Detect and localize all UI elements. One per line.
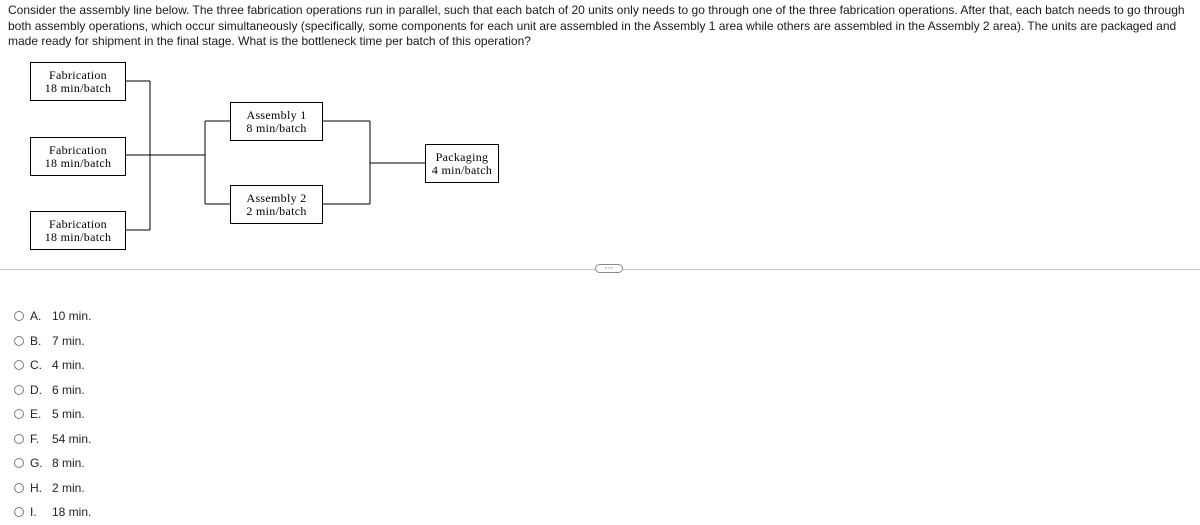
assembly-2-box [230,185,323,224]
option-c[interactable] [14,353,91,378]
assembly-1-name: Assembly 1 [246,107,307,122]
question-text: Consider the assembly line below. The three fabrication operations run in parallel, such that each batch of 20 units only needs to go through one of the three fabrication operations. After that, each batch needs to go through both assembly operations, which occur simultaneously (specifically, some components for each unit are assembled in the Assembly 1 area while others are assembled in the Assembly 2 area). The units are packaged and made ready for shipment in the final stage. What is the bottleneck time per batch of this operation? [8,3,1185,48]
option-letter: G. [30,456,43,471]
assembly-1-box [230,102,323,141]
fabrication-box-2 [30,137,126,176]
expand-more-button[interactable]: ··· [595,264,623,273]
radio-icon[interactable] [14,458,24,468]
option-letter: D. [30,382,42,397]
fabrication-1-name: Fabrication [49,67,107,82]
fabrication-2-time: 18 min/batch [44,155,112,170]
option-text: 8 min. [52,456,85,471]
option-g[interactable] [14,451,91,476]
option-letter: H. [30,480,42,495]
option-text: 54 min. [52,431,92,446]
fabrication-3-time: 18 min/batch [44,229,112,244]
option-i[interactable] [14,500,91,525]
option-d[interactable] [14,378,91,403]
assembly-2-time: 2 min/batch [246,203,307,218]
radio-icon[interactable] [14,507,24,517]
assembly-1-time: 8 min/batch [246,120,307,135]
radio-icon[interactable] [14,409,24,419]
fabrication-3-name: Fabrication [49,216,107,231]
option-text: 2 min. [52,480,85,495]
fabrication-box-1 [30,62,126,101]
option-text: 18 min. [52,505,92,520]
option-b[interactable] [14,329,91,354]
option-text: 7 min. [52,333,85,348]
option-e[interactable] [14,402,91,427]
packaging-box [425,144,499,183]
packaging-name: Packaging [435,149,489,164]
radio-icon[interactable] [14,360,24,370]
radio-icon[interactable] [14,483,24,493]
option-a[interactable] [14,304,91,329]
radio-icon[interactable] [14,385,24,395]
option-letter: I. [30,505,37,520]
option-letter: A. [30,309,42,324]
option-text: 5 min. [52,407,85,422]
answer-options [14,304,91,525]
option-text: 4 min. [52,358,85,373]
option-text: 6 min. [52,382,85,397]
option-f[interactable] [14,427,91,452]
radio-icon[interactable] [14,336,24,346]
option-letter: B. [30,333,42,348]
radio-icon[interactable] [14,434,24,444]
fabrication-box-3 [30,211,126,250]
assembly-2-name: Assembly 2 [246,190,307,205]
fabrication-2-name: Fabrication [49,142,107,157]
fabrication-1-time: 18 min/batch [44,80,112,95]
option-h[interactable] [14,476,91,501]
option-letter: F. [30,431,40,446]
radio-icon[interactable] [14,311,24,321]
option-letter: C. [30,358,42,373]
packaging-time: 4 min/batch [431,162,493,177]
option-letter: E. [30,407,42,422]
option-text: 10 min. [52,309,92,324]
